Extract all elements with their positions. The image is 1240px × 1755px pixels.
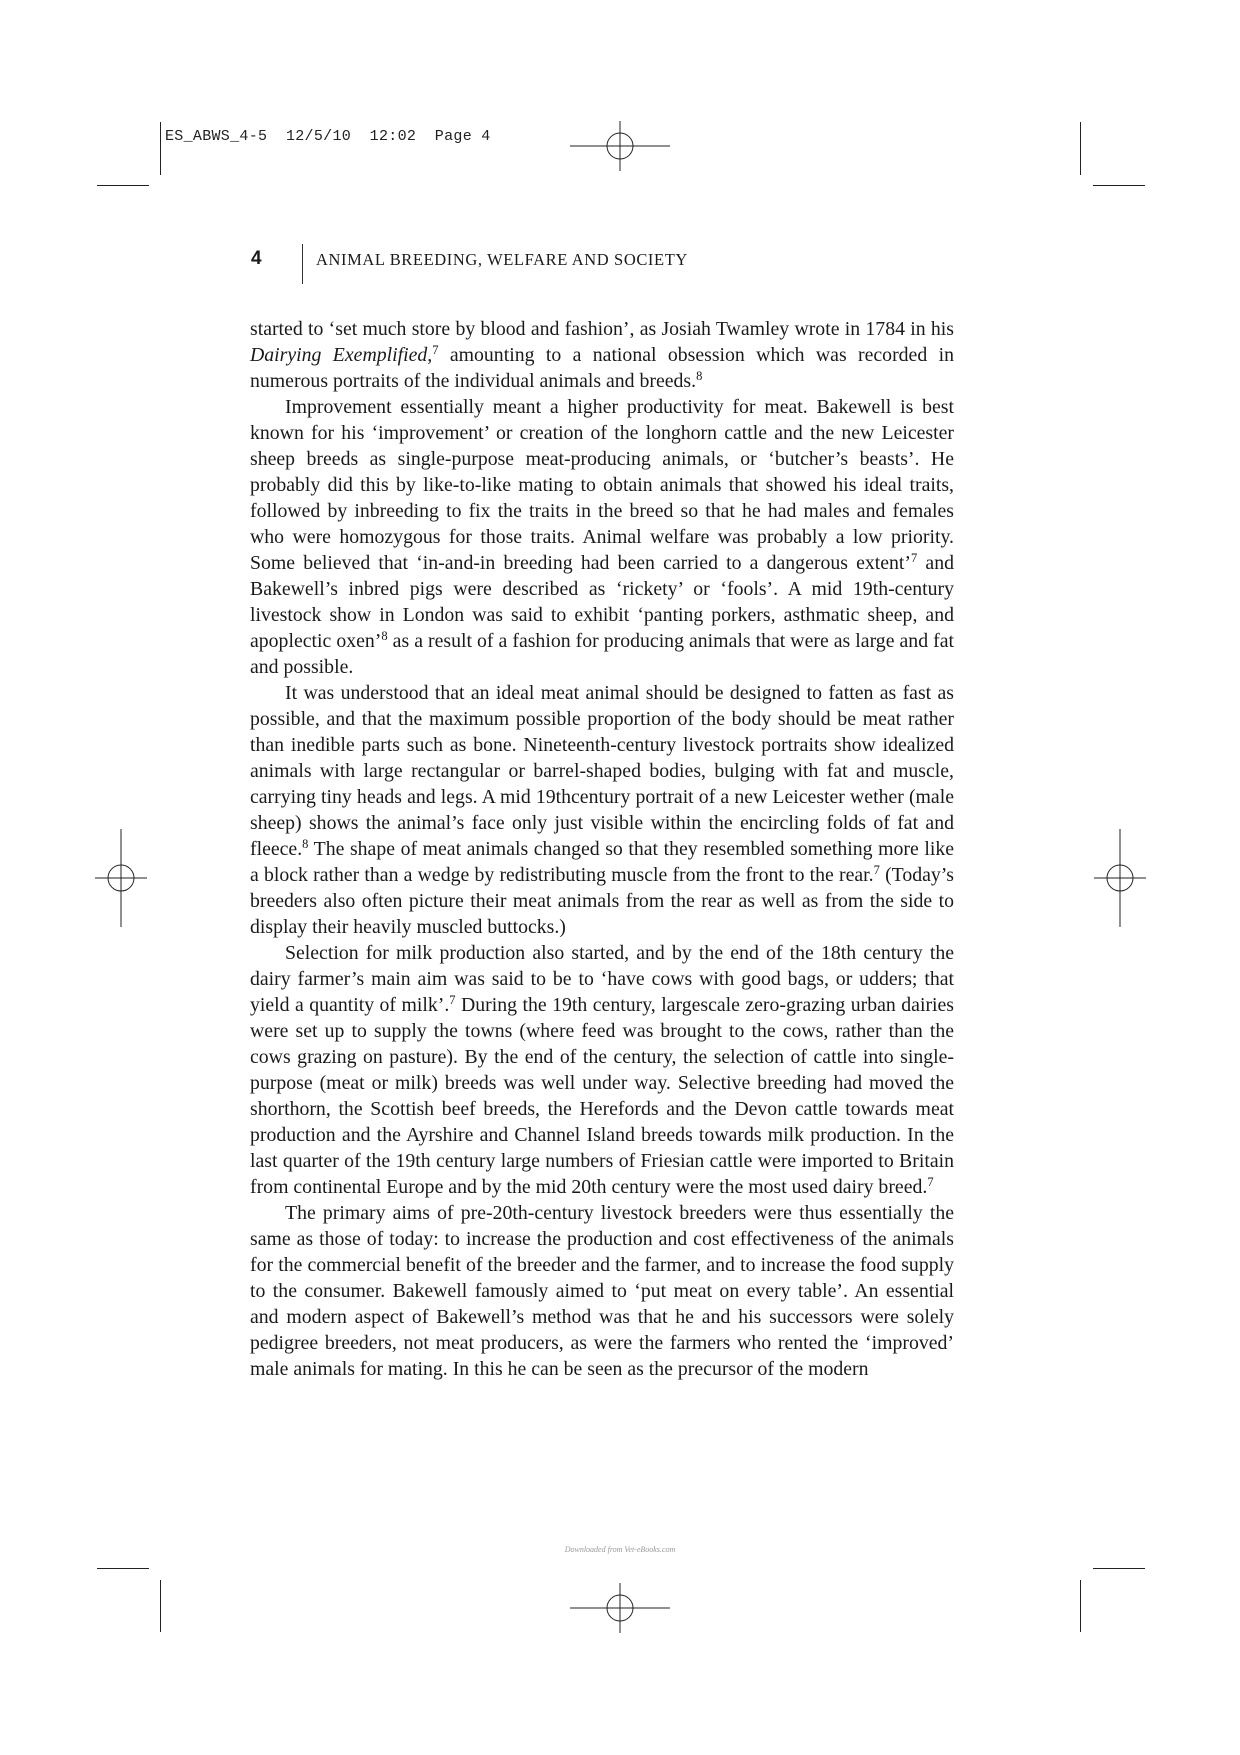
crop-mark-top-left-horizontal bbox=[97, 185, 149, 186]
crop-mark-bottom-right-vertical bbox=[1080, 1580, 1081, 1632]
slug-time: 12:02 bbox=[369, 128, 417, 145]
italic-title: Dairying Exemplified bbox=[250, 344, 428, 366]
footnote-ref: 7 bbox=[449, 993, 456, 1007]
text-run: During the 19th century, largescale zero-grazing urban dairies were set up to supply the towns (where feed was brought to the cows, rather than the cows grazing on pasture). By the end of the century, the selection of cattle into single-purpose (meat or milk) breeds was well under way. Selective breeding had moved the shorthorn, the Scottish beef breeds, the Herefords and the Devon cattle towards meat production and the Ayrshire and Channel Island breeds towards milk production. In the last quarter of the 19th century large numbers of Friesian cattle were imported to Britain from continental Europe and by the mid 20th century were the most used dairy breed. bbox=[250, 994, 954, 1198]
text-run: The primary aims of pre-20th-century livestock breeders were thus essentially the same as those of today: to increase the production and cost effectiveness of the animals for the commercial benefit of the breeder and the farmer, and to increase the food supply to the consumer. Bakewell famously aimed to ‘put meat on every table’. An essential and modern aspect of Bakewell’s method was that he and his successors were solely pedigree breeders, not meat producers, as were the farmers who rented the ‘improved’ male animals for mating. In this he can be seen as the precursor of the modern bbox=[250, 1202, 954, 1380]
footnote-ref: 8 bbox=[302, 837, 309, 851]
paragraph bbox=[250, 1200, 954, 1382]
text-run: (Today’s breeders also often picture their meat animals from the rear as well as from the side to display their heavily muscled buttocks.) bbox=[250, 864, 955, 938]
registration-mark-bottom bbox=[568, 1581, 672, 1635]
text-run: The shape of meat animals changed so that they resembled something more like a block rather than a wedge by redistributing muscle from the front to the rear. bbox=[250, 838, 954, 886]
slug-file: ES_ABWS_4-5 bbox=[165, 128, 268, 145]
footnote-ref: 8 bbox=[696, 369, 703, 383]
crop-mark-bottom-left-horizontal bbox=[97, 1568, 149, 1569]
paragraph bbox=[250, 316, 954, 394]
registration-mark-right bbox=[1092, 827, 1148, 929]
crop-mark-top-left-vertical bbox=[160, 122, 161, 175]
download-watermark: Downloaded from Vet-eBooks.com bbox=[564, 1545, 676, 1554]
crop-mark-bottom-right-horizontal bbox=[1093, 1568, 1145, 1569]
text-run: Selection for milk production also started, and by the end of the 18th century the dairy farmer’s main aim was said to be to ‘have cows with good bags, or udders; that yield a quantity of milk’. bbox=[250, 942, 954, 1016]
paragraph bbox=[250, 394, 954, 680]
text-run: as a result of a fashion for producing animals that were as large and fat and possible. bbox=[250, 630, 954, 678]
text-run: amounting to a national obsession which was recorded in numerous portraits of the individual animals and breeds. bbox=[250, 344, 954, 392]
crop-mark-bottom-left-vertical bbox=[160, 1580, 161, 1632]
slug-page: Page 4 bbox=[434, 128, 491, 145]
slug-date: 12/5/10 bbox=[285, 128, 352, 145]
registration-mark-left bbox=[93, 827, 149, 929]
registration-mark-top bbox=[568, 119, 672, 173]
crop-mark-top-right-horizontal bbox=[1093, 185, 1145, 186]
footnote-ref: 8 bbox=[381, 629, 388, 643]
text-run: started to ‘set much store by blood and fashion’, as Josiah Twamley wrote in 1784 in his bbox=[250, 318, 954, 340]
paragraph bbox=[250, 680, 954, 940]
footnote-ref: 7 bbox=[873, 863, 880, 877]
footnote-ref: 7 bbox=[911, 551, 918, 565]
running-title: ANIMAL BREEDING, WELFARE AND SOCIETY bbox=[316, 250, 688, 269]
body-text bbox=[250, 316, 954, 1382]
paragraph bbox=[250, 940, 954, 1200]
text-run: and Bakewell’s inbred pigs were described as ‘rickety’ or ‘fools’. A mid 19th-century livestock show in London was said to exhibit ‘panting porkers, asthmatic sheep, and apoplectic oxen’ bbox=[250, 552, 954, 652]
footnote-ref: 7 bbox=[432, 343, 439, 357]
text-run: Improvement essentially meant a higher productivity for meat. Bakewell is best known for his ‘improvement’ or creation of the longhorn cattle and the new Leicester sheep breeds as single-purpose meat-producing animals, or ‘butcher’s beasts’. He probably did this by like-to-like mating to obtain animals that showed his ideal traits, followed by inbreeding to fix the traits in the breed so that he had males and females who were homozygous for those traits. Animal welfare was probably a low priority. Some believed that ‘in-and-in breeding had been carried to a dangerous extent’ bbox=[250, 396, 954, 574]
page-number: 4 bbox=[251, 248, 262, 269]
printer-slug bbox=[165, 128, 491, 145]
footnote-ref: 7 bbox=[927, 1175, 934, 1189]
text-run: It was understood that an ideal meat animal should be designed to fatten as fast as possible, and that the maximum possible proportion of the body should be meat rather than inedible parts such as bone. Nineteenth-century livestock portraits show idealized animals with large rectangular or barrel-shaped bodies, bulging with fat and muscle, carrying tiny heads and legs. A mid 19thcentury portrait of a new Leicester wether (male sheep) shows the animal’s face only just visible within the encircling folds of fat and fleece. bbox=[250, 682, 954, 860]
header-divider bbox=[302, 244, 303, 284]
text-run: , bbox=[427, 344, 433, 366]
crop-mark-top-right-vertical bbox=[1080, 122, 1081, 175]
